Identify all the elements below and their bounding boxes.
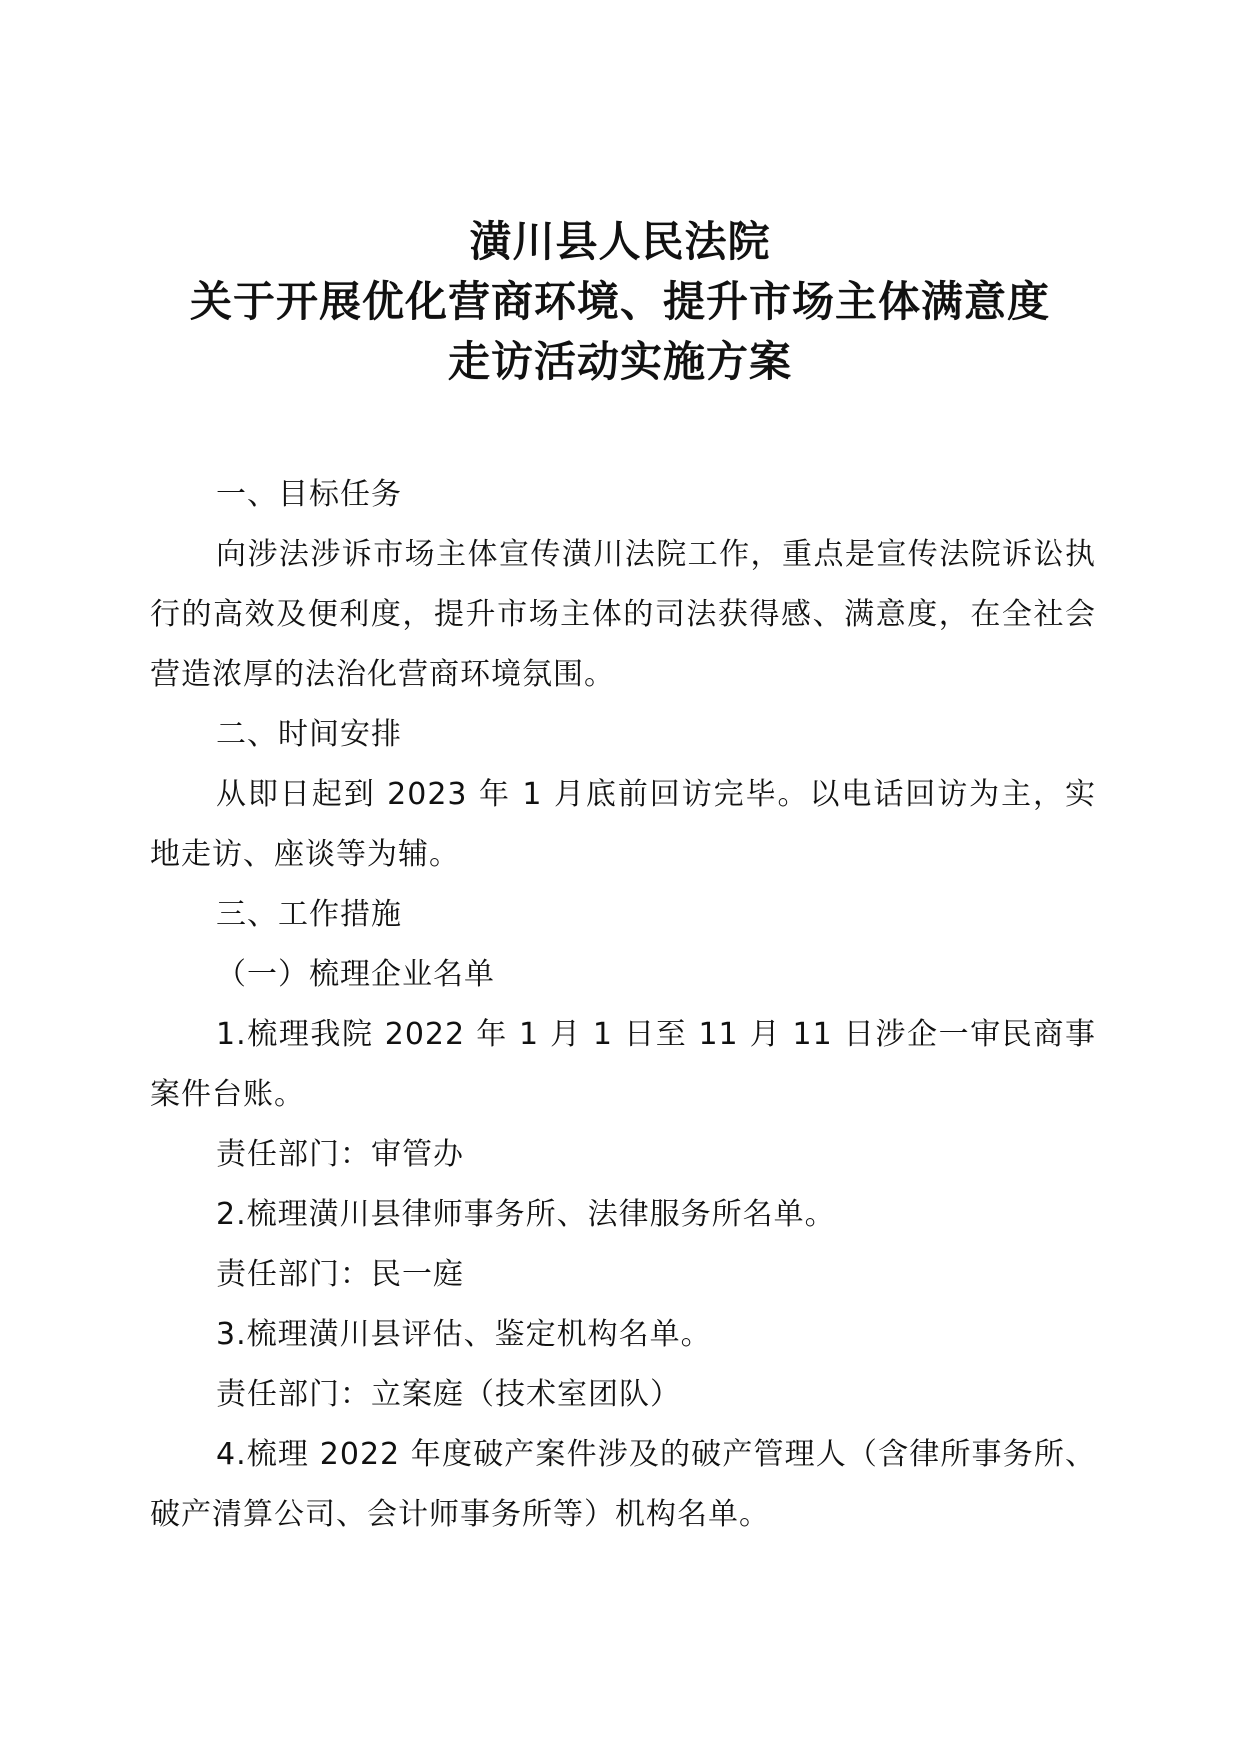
section-1-heading: 一、目标任务	[216, 477, 402, 512]
measure-item-1-department: 责任部门：审管办	[216, 1137, 464, 1172]
measure-item-4: 4.梳理 2022 年度破产案件涉及的破产管理人（含律所事务所、破产清算公司、会计师事务所等）机构名单。	[150, 1437, 1096, 1532]
section-1-paragraph: 向涉法涉诉市场主体宣传潢川法院工作，重点是宣传法院诉讼执行的高效及便利度，提升市场主体的司法获得感、满意度，在全社会营造浓厚的法治化营商环境氛围。	[150, 537, 1096, 692]
section-3-subheading-1: （一）梳理企业名单	[216, 957, 495, 992]
measure-item-3-department: 责任部门：立案庭（技术室团队）	[216, 1377, 681, 1412]
section-2-heading: 二、时间安排	[216, 717, 402, 752]
title-line-2: 关于开展优化营商环境、提升市场主体满意度	[189, 277, 1050, 326]
document-title	[150, 212, 1090, 392]
section-2-paragraph: 从即日起到 2023 年 1 月底前回访完毕。以电话回访为主，实地走访、座谈等为辅。	[150, 777, 1096, 872]
document-body	[150, 465, 1096, 1545]
measure-item-3: 3.梳理潢川县评估、鉴定机构名单。	[216, 1317, 712, 1352]
measure-item-2: 2.梳理潢川县律师事务所、法律服务所名单。	[216, 1197, 836, 1232]
title-line-3: 走访活动实施方案	[447, 337, 792, 386]
measure-item-2-department: 责任部门：民一庭	[216, 1257, 464, 1292]
title-line-1: 潢川县人民法院	[469, 217, 771, 266]
measure-item-1: 1.梳理我院 2022 年 1 月 1 日至 11 月 11 日涉企一审民商事案件台账。	[150, 1017, 1096, 1112]
section-3-heading: 三、工作措施	[216, 897, 402, 932]
